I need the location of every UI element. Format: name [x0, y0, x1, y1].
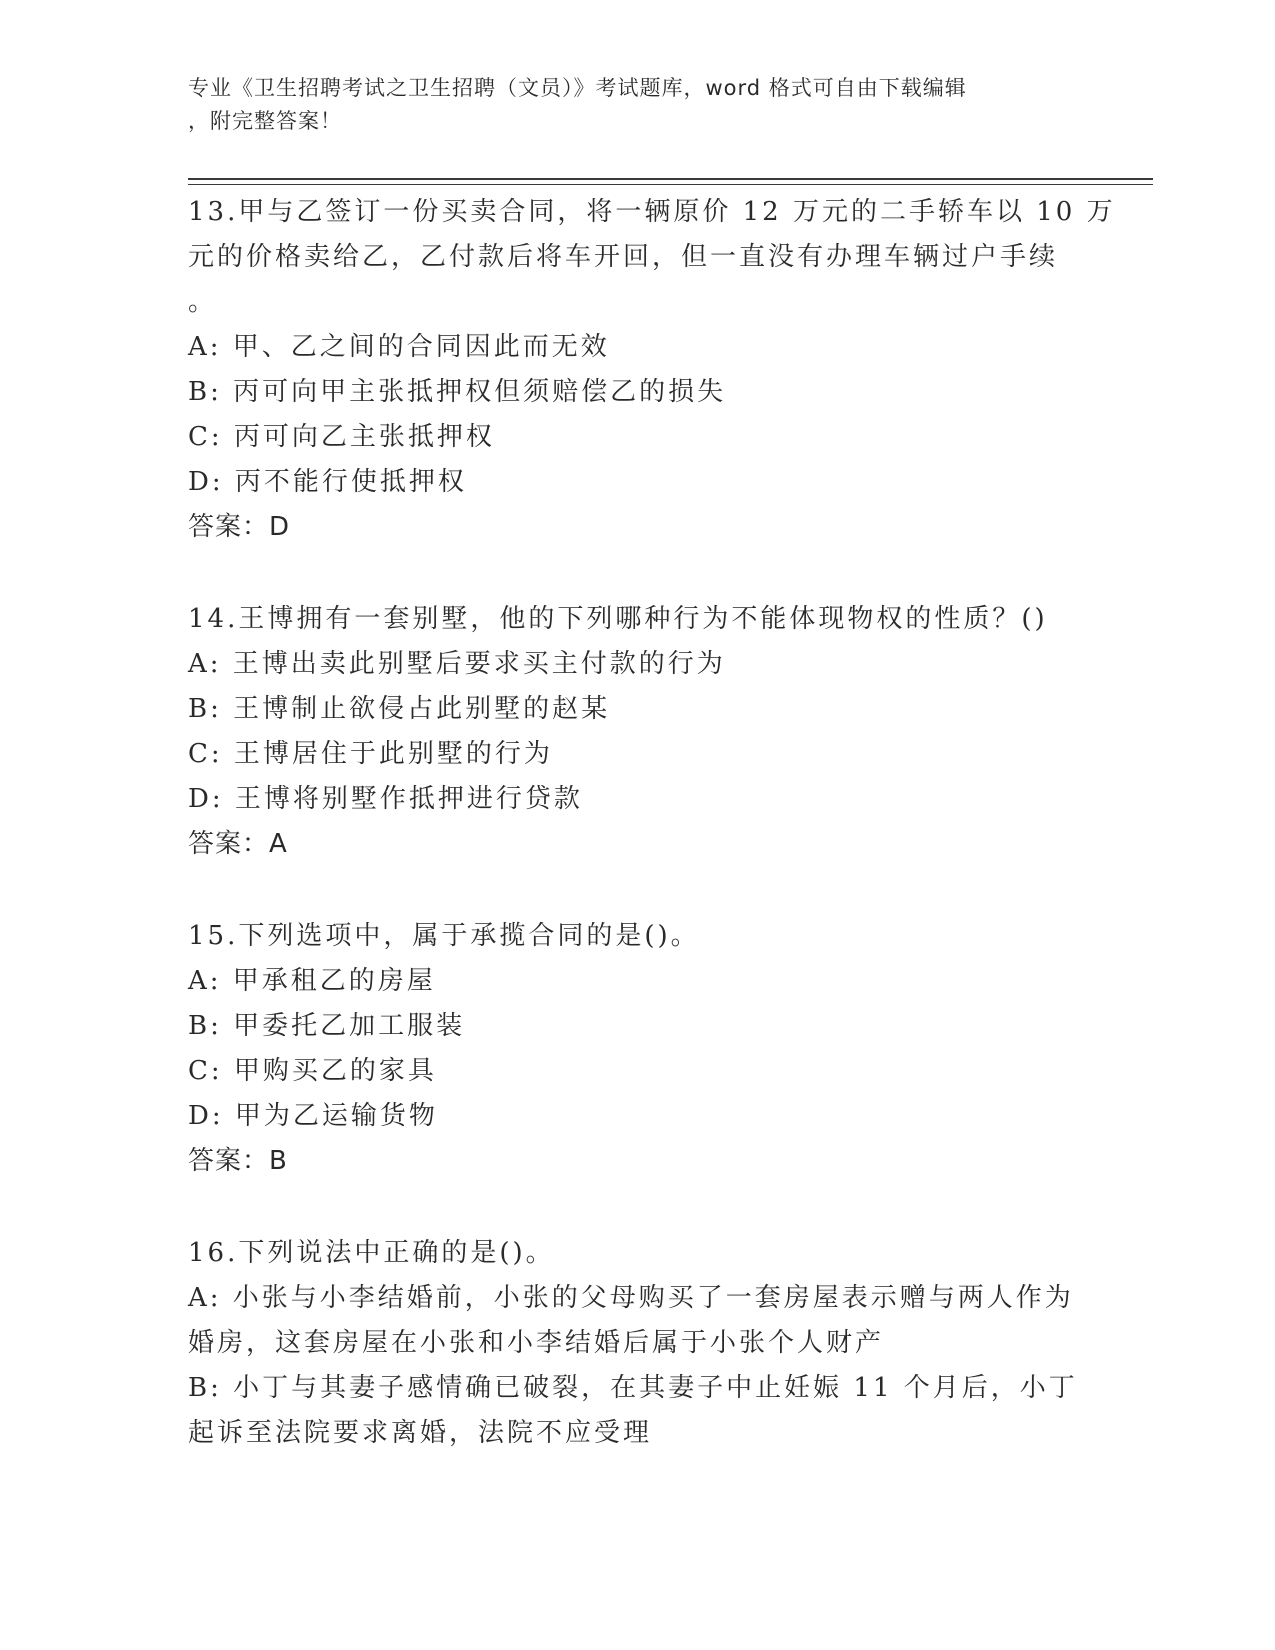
option-b-line: B: 小丁与其妻子感情确已破裂，在其妻子中止妊娠 11 个月后，小丁 [188, 1373, 1078, 1403]
answer-label: 答案：A [188, 829, 288, 859]
option-a: A: 王博出卖此别墅后要求买主付款的行为 [188, 649, 726, 679]
option-b: B: 王博制止欲侵占此别墅的赵某 [188, 694, 611, 724]
option-c: C: 甲购买乙的家具 [188, 1056, 437, 1086]
question-gap [188, 550, 1088, 597]
question-stem-line: 元的价格卖给乙，乙付款后将车开回，但一直没有办理车辆过户手续 [188, 242, 1059, 272]
option-b-line: 起诉至法院要求离婚，法院不应受理 [188, 1418, 653, 1448]
header-rule-thin [188, 184, 1153, 185]
option-c: C: 丙可向乙主张抵押权 [188, 422, 495, 452]
option-d: D: 王博将别墅作抵押进行贷款 [188, 784, 583, 814]
question-16 [188, 1231, 1088, 1456]
question-stem-line: 13.甲与乙签订一份买卖合同，将一辆原价 12 万元的二手轿车以 10 万 [188, 197, 1116, 227]
option-b: B: 甲委托乙加工服装 [188, 1011, 466, 1041]
option-d: D: 丙不能行使抵押权 [188, 467, 467, 497]
option-c: C: 王博居住于此别墅的行为 [188, 739, 553, 769]
option-d: D: 甲为乙运输货物 [188, 1101, 438, 1131]
question-gap [188, 867, 1088, 914]
answer-label: 答案：B [188, 1146, 288, 1176]
question-list [188, 190, 1116, 1456]
question-15 [188, 914, 1088, 1184]
header-line-2: ，附完整答案！ [188, 109, 342, 133]
question-stem-line: 15.下列选项中，属于承揽合同的是()。 [188, 921, 700, 951]
option-b: B: 丙可向甲主张抵押权但须赔偿乙的损失 [188, 377, 727, 407]
header-line-1: 专业《卫生招聘考试之卫生招聘（文员）》考试题库，word 格式可自由下载编辑 [188, 76, 967, 100]
question-stem-line: 14.王博拥有一套别墅，他的下列哪种行为不能体现物权的性质？() [188, 604, 1048, 634]
question-stem-line: 。 [188, 287, 218, 317]
question-14 [188, 597, 1088, 867]
document-header [188, 72, 1088, 138]
question-13 [188, 190, 1116, 550]
option-a-line: 婚房，这套房屋在小张和小李结婚后属于小张个人财产 [188, 1328, 885, 1358]
option-a: A: 甲、乙之间的合同因此而无效 [188, 332, 610, 362]
header-rule-thick [188, 178, 1153, 180]
question-gap [188, 1184, 1088, 1231]
answer-label: 答案：D [188, 512, 291, 542]
question-stem-line: 16.下列说法中正确的是()。 [188, 1238, 555, 1268]
option-a-line: A: 小张与小李结婚前，小张的父母购买了一套房屋表示赠与两人作为 [188, 1283, 1074, 1313]
option-a: A: 甲承租乙的房屋 [188, 966, 436, 996]
